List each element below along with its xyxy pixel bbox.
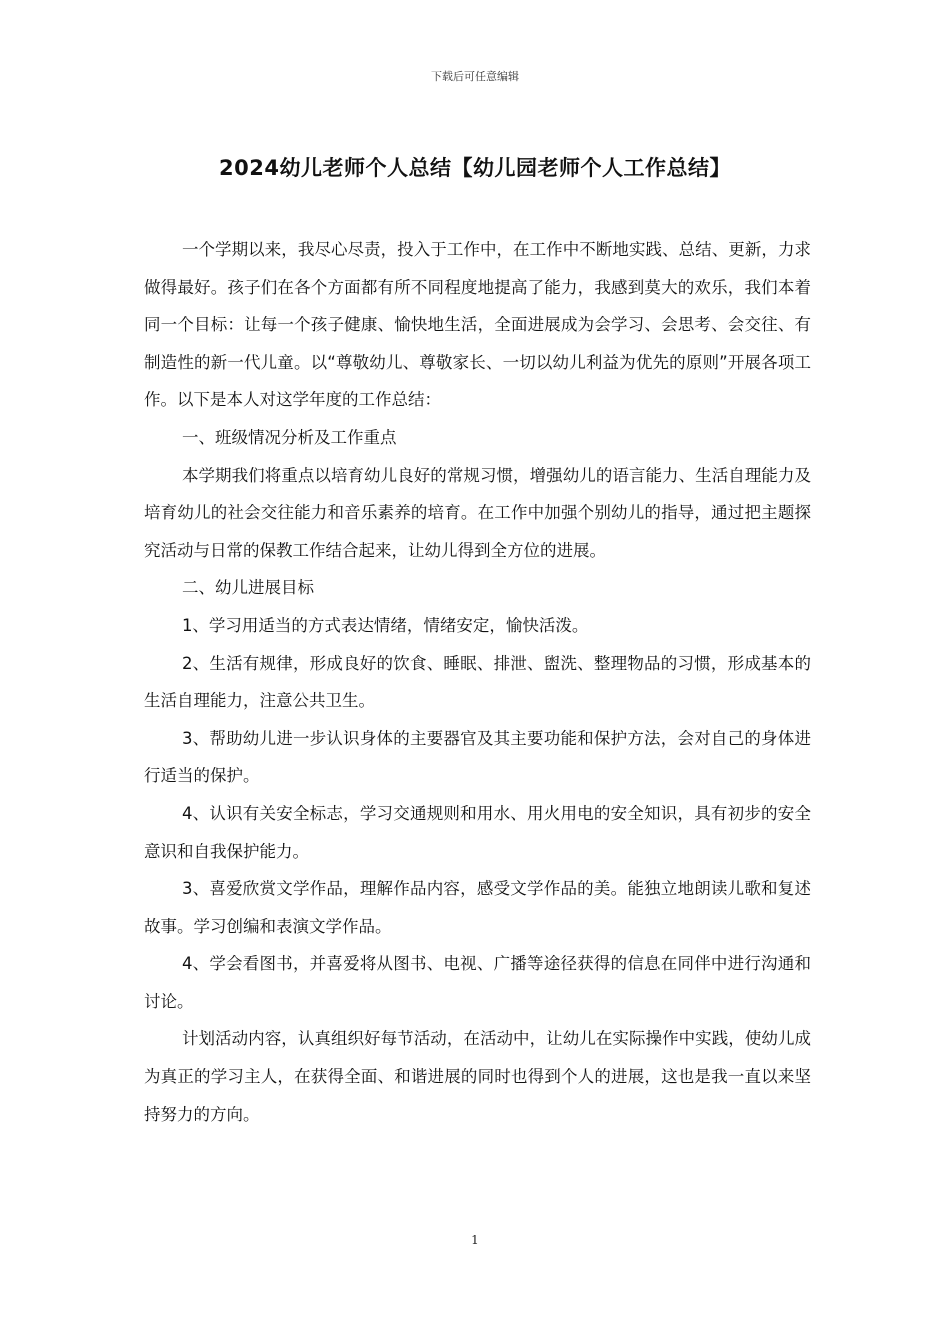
list-item: 4、学会看图书，并喜爱将从图书、电视、广播等途径获得的信息在同伴中进行沟通和讨论。: [144, 954, 811, 1011]
paragraph: 本学期我们将重点以培育幼儿良好的常规习惯，增强幼儿的语言能力、生活自理能力及培育幼儿的社会交往能力和音乐素养的培育。在工作中加强个别幼儿的指导，通过把主题探究活动与日常的保教工作结合起来，让幼儿得到全方位的进展。: [144, 465, 811, 560]
list-item: 3、喜爱欣赏文学作品，理解作品内容，感受文学作品的美。能独立地朗读儿歌和复述故事。学习创编和表演文学作品。: [144, 879, 811, 936]
section-heading-1: 一、班级情况分析及工作重点: [181, 427, 397, 447]
list-item: 2、生活有规律，形成良好的饮食、睡眠、排泄、盥洗、整理物品的习惯，形成基本的生活自理能力，注意公共卫生。: [144, 653, 811, 711]
paragraph-intro: 一个学期以来，我尽心尽责，投入于工作中，在工作中不断地实践、总结、更新，力求做得最好。孩子们在各个方面都有所不同程度地提高了能力，我感到莫大的欢乐，我们本着同一个目标：让每一个孩子健康、愉快地生活，全面进展成为会学习、会思考、会交往、有制造性的新一代儿童。以“尊敬幼儿、尊敬家长、一切以幼儿利益为优先的原则”开展各项工作。以下是本人对这学年度的工作总结：: [144, 240, 811, 410]
document-body: [144, 231, 811, 1133]
list-item: 3、帮助幼儿进一步认识身体的主要器官及其主要功能和保护方法，会对自己的身体进行适当的保护。: [144, 728, 811, 786]
list-item: 1、学习用适当的方式表达情绪，情绪安定，愉快活泼。: [181, 615, 589, 635]
section-heading-2: 二、幼儿进展目标: [181, 578, 314, 598]
paragraph: 计划活动内容，认真组织好每节活动，在活动中，让幼儿在实际操作中实践，使幼儿成为真正的学习主人，在获得全面、和谐进展的同时也得到个人的进展，这也是我一直以来坚持努力的方向。: [144, 1029, 811, 1124]
document-title: 2024幼儿老师个人总结【幼儿园老师个人工作总结】: [219, 156, 731, 180]
list-item: 4、认识有关安全标志，学习交通规则和用水、用火用电的安全知识，具有初步的安全意识和自我保护能力。: [144, 803, 811, 861]
page-number: 1: [471, 1233, 479, 1247]
header-note: 下载后可任意编辑: [431, 70, 519, 83]
